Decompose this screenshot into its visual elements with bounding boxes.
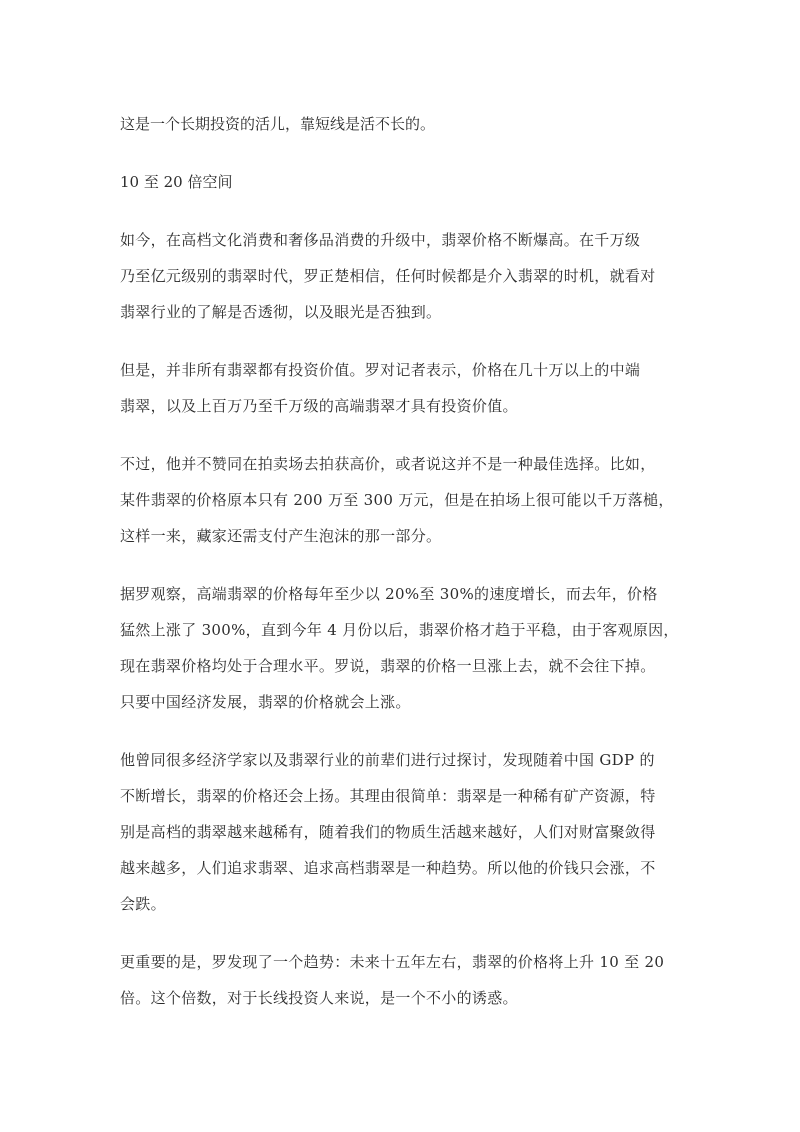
paragraph-line: 越来越多，人们追求翡翠、追求高档翡翠是一种趋势。所以他的价钱只会涨，不 <box>120 859 656 877</box>
paragraph-line: 只要中国经济发展，翡翠的价格就会上涨。 <box>120 693 411 711</box>
paragraph-3 <box>120 446 690 554</box>
paragraph-line: 现在翡翠价格均处于合理水平。罗说，翡翠的价格一旦涨上去，就不会往下掉。 <box>120 657 656 675</box>
paragraph-line: 这样一来，藏家还需支付产生泡沫的那一部分。 <box>120 527 442 545</box>
paragraph-line: 更重要的是，罗发现了一个趋势：未来十五年左右，翡翠的价格将上升 10 至 20 <box>120 953 665 971</box>
paragraph-line: 但是，并非所有翡翠都有投资价值。罗对记者表示，价格在几十万以上的中端 <box>120 361 641 379</box>
paragraph-line: 不断增长，翡翠的价格还会上扬。其理由很简单：翡翠是一种稀有矿产资源，特 <box>120 787 656 805</box>
paragraph-line: 会跌。 <box>120 895 166 913</box>
paragraph-line: 不过，他并不赞同在拍卖场去拍获高价，或者说这并不是一种最佳选择。比如， <box>120 455 656 473</box>
paragraph-line: 某件翡翠的价格原本只有 200 万至 300 万元，但是在拍场上很可能以千万落槌， <box>120 491 674 509</box>
paragraph-5 <box>120 742 690 922</box>
paragraph-4 <box>120 576 690 720</box>
paragraph-1 <box>120 222 690 330</box>
article-body <box>120 106 690 1038</box>
paragraph-line: 翡翠行业的了解是否透彻，以及眼光是否独到。 <box>120 303 442 321</box>
paragraph-line: 翡翠，以及上百万乃至千万级的高端翡翠才具有投资价值。 <box>120 397 518 415</box>
paragraph-2 <box>120 352 690 424</box>
intro-sentence: 这是一个长期投资的活儿，靠短线是活不长的。 <box>120 115 436 133</box>
paragraph-line: 乃至亿元级别的翡翠时代，罗正楚相信，任何时候都是介入翡翠的时机，就看对 <box>120 267 656 285</box>
paragraph-line: 猛然上涨了 300%，直到今年 4 月份以后，翡翠价格才趋于平稳，由于客观原因， <box>120 621 679 639</box>
paragraph-line: 别是高档的翡翠越来越稀有，随着我们的物质生活越来越好，人们对财富聚敛得 <box>120 823 656 841</box>
paragraph-line: 他曾同很多经济学家以及翡翠行业的前辈们进行过探讨，发现随着中国 GDP 的 <box>120 751 655 769</box>
paragraph-6 <box>120 944 690 1016</box>
paragraph-line: 如今，在高档文化消费和奢侈品消费的升级中，翡翠价格不断爆高。在千万级 <box>120 231 641 249</box>
section-heading: 10 至 20 倍空间 <box>120 173 233 191</box>
paragraph-line: 据罗观察，高端翡翠的价格每年至少以 20%至 30%的速度增长，而去年，价格 <box>120 585 658 603</box>
paragraph-line: 倍。这个倍数，对于长线投资人来说，是一个不小的诱惑。 <box>120 989 518 1007</box>
